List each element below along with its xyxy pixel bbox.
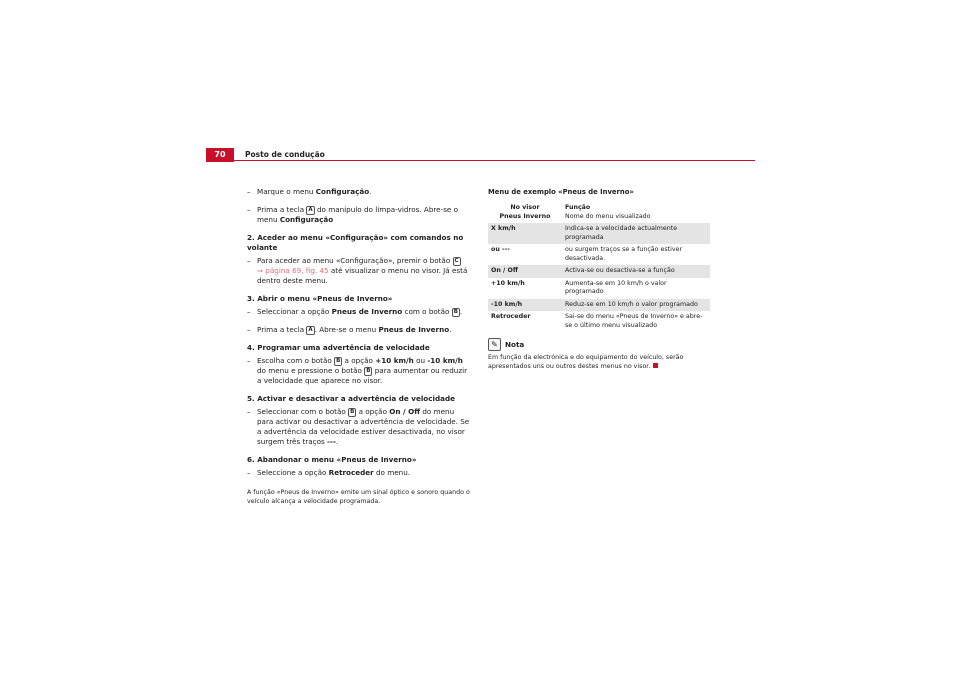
text: do manípulo do limpa-vidros. Abre-se o menu: [257, 205, 459, 224]
text: do menu para activar ou desactivar a advertência de velocidade. Se a advertência da velocidade estiver desactivada, no visor surgem três traços: [257, 407, 470, 446]
row-display-value: -10 km/h: [488, 299, 562, 312]
dash-bullet: –: [247, 325, 251, 334]
dashes-text: ---: [327, 437, 336, 446]
section-title-5: 5. Activar e desactivar a advertência de velocidade: [247, 394, 455, 403]
row-function: Aumenta-se em 10 km/h o valor programado: [565, 279, 667, 295]
header-label: Pneus Inverno: [499, 212, 551, 220]
text: Marque o menu: [257, 187, 316, 196]
text: .: [449, 325, 452, 334]
header-divider: [206, 160, 755, 161]
menu-example-table: [488, 202, 710, 332]
row-display-value: Retroceder: [491, 313, 531, 320]
text: Para aceder ao menu «Configuração», premir o botão: [257, 256, 453, 265]
step-toggle-warning: [247, 407, 472, 447]
footnote: A função «Pneus de Inverno» emite um sinal óptico e sonoro quando o veículo alcança a velocidade programada.: [247, 489, 470, 505]
left-column: [247, 187, 472, 506]
step-mark-configuracao: [247, 187, 472, 197]
text: Seleccionar com o botão: [257, 407, 349, 416]
table-row: [488, 278, 710, 299]
table-title: Menu de exemplo «Pneus de Inverno»: [488, 188, 634, 196]
step-select-pneus: [247, 307, 472, 317]
table-header-left: [488, 202, 562, 223]
text: para aumentar ou reduzir a velocidade que aparece no visor.: [257, 366, 468, 385]
dash-bullet: –: [247, 256, 251, 265]
menu-name: Configuração: [279, 215, 334, 224]
header-label: No visor: [510, 204, 540, 211]
option-name: On / Off: [389, 407, 421, 416]
dash-bullet: –: [247, 407, 251, 416]
step-access-menu: [247, 256, 472, 286]
table-row: [488, 265, 710, 278]
text: Seleccione a opção: [257, 468, 329, 477]
menu-name: Configuração: [315, 187, 370, 196]
step-program-speed: [247, 356, 472, 386]
table-header-right: [562, 202, 710, 223]
table-row: [488, 244, 710, 265]
header-label: Função: [565, 204, 591, 211]
end-of-section-icon: [653, 363, 658, 368]
note-title: Nota: [505, 339, 525, 349]
text: a opção: [356, 407, 390, 416]
note-icon: ✎: [488, 338, 501, 351]
text: ou: [413, 356, 428, 365]
note-body: [488, 353, 710, 371]
text: Prima a tecla: [257, 325, 307, 334]
text: do menu.: [373, 468, 411, 477]
header-label: Nome do menu visualizado: [565, 212, 651, 220]
table-row: [488, 311, 710, 332]
row-function: ou surgem traços se a função estiver desactivada.: [565, 246, 683, 262]
row-display-value: X km/h: [488, 223, 562, 244]
text: . Abre-se o menu: [314, 325, 379, 334]
right-column: [488, 187, 710, 371]
dash-bullet: –: [247, 356, 251, 365]
menu-name: Pneus de Inverno: [378, 325, 450, 334]
section-title-3: 3. Abrir o menu «Pneus de Inverno»: [247, 294, 393, 303]
text: .: [459, 307, 463, 316]
note-heading: [488, 338, 710, 351]
key-c-icon: C: [454, 258, 459, 264]
key-a-icon: A: [308, 327, 313, 333]
dash-bullet: –: [247, 187, 251, 196]
row-display-value: +10 km/h: [491, 279, 525, 287]
text: .: [369, 187, 372, 196]
page-reference-link[interactable]: ⇒ página 69, fig. 45: [257, 266, 329, 275]
text: Seleccionar a opção: [257, 307, 332, 316]
text: .: [335, 437, 339, 446]
text: Escolha com o botão: [257, 356, 335, 365]
text: Prima a tecla: [257, 205, 307, 214]
step-press-key-a: [247, 205, 472, 225]
dash-bullet: –: [247, 307, 251, 316]
option-name: Pneus de Inverno: [331, 307, 403, 316]
text: com o botão: [402, 307, 452, 316]
table-row: [488, 223, 710, 244]
key-b-icon: B: [350, 409, 355, 415]
row-display-value: On / Off: [488, 265, 562, 278]
section-title-4: 4. Programar uma advertência de velocidade: [247, 343, 430, 352]
key-b-icon: B: [366, 368, 371, 374]
table-header-row: [488, 202, 710, 223]
dash-bullet: –: [247, 468, 251, 477]
dash-bullet: –: [247, 205, 251, 214]
text: até visualizar o menu no visor. Já está dentro deste menu.: [257, 266, 468, 285]
option-name: +10 km/h: [375, 356, 414, 365]
row-display-value: ou ---: [491, 246, 510, 253]
row-function: Sai-se do menu «Pneus de Inverno» e abre-se o último menu visualizado: [565, 313, 703, 329]
page-number: 70: [206, 148, 234, 162]
step-exit-menu: [247, 468, 472, 478]
option-name: Retroceder: [328, 468, 374, 477]
row-function: Indica-se a velocidade actualmente programada: [562, 223, 710, 244]
step-open-pneus: [247, 325, 472, 335]
section-title-6: 6. Abandonar o menu «Pneus de Inverno»: [247, 455, 417, 464]
text: do menu e pressione o botão: [257, 366, 365, 375]
key-a-icon: A: [308, 207, 313, 213]
row-function: Reduz-se em 10 km/h o valor programado: [562, 299, 710, 312]
table-row: [488, 299, 710, 312]
section-title-2: 2. Aceder ao menu «Configuração» com comandos no volante: [247, 233, 464, 252]
key-b-icon: B: [336, 358, 341, 364]
page-header-title: Posto de condução: [245, 150, 325, 159]
key-b-icon: B: [453, 309, 458, 315]
option-name: -10 km/h: [427, 356, 463, 365]
row-function: Activa-se ou desactiva-se a função: [562, 265, 710, 278]
note-text: Em função da electrónica e do equipamento do veículo, serão apresentados uns ou outros destes menus no visor.: [488, 354, 684, 370]
text: a opção: [342, 356, 376, 365]
